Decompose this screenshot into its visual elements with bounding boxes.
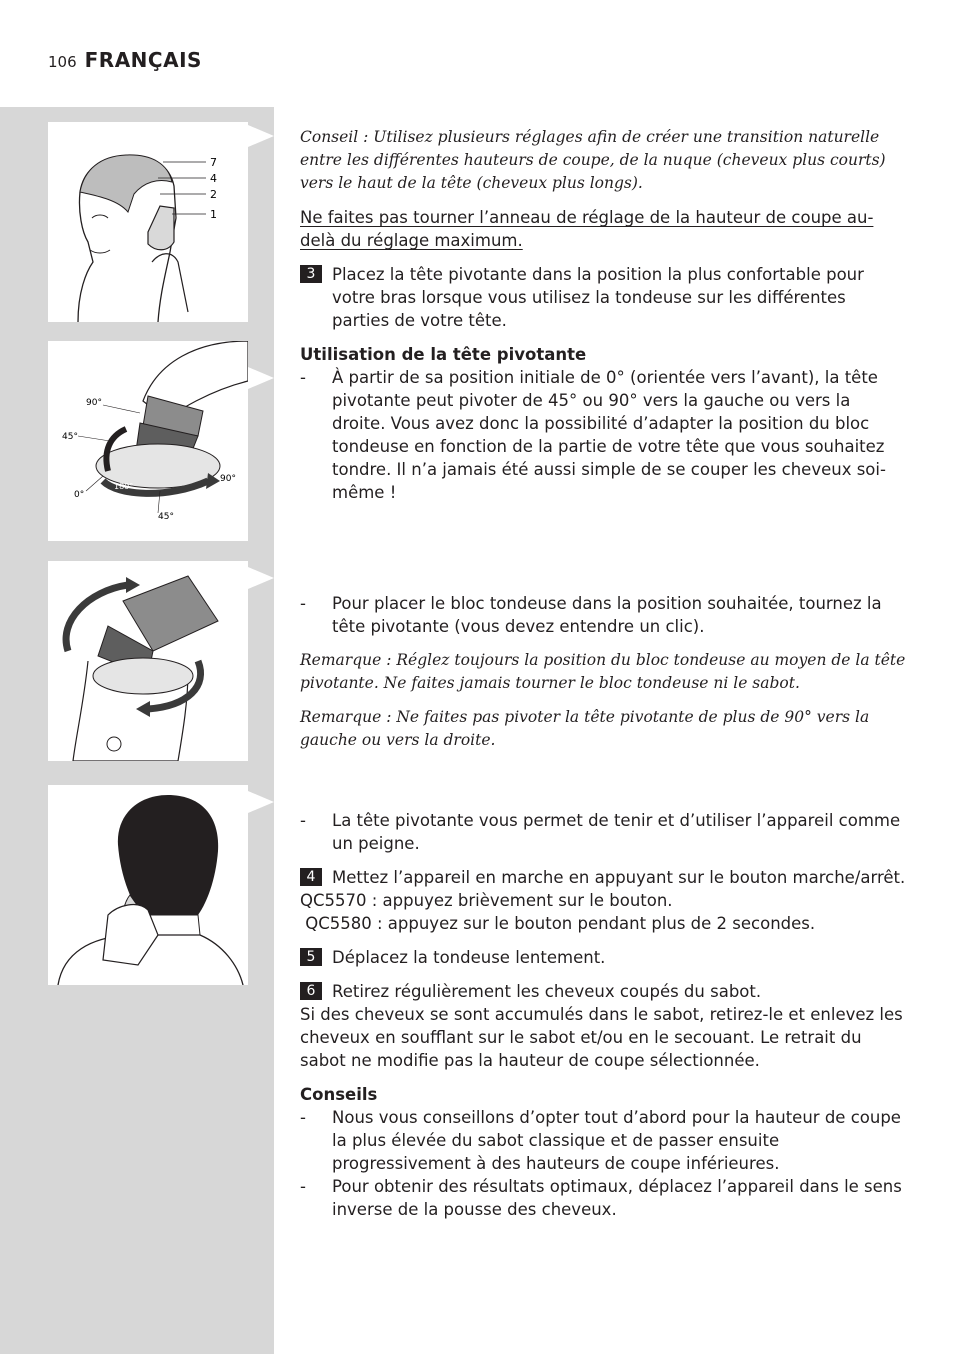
page-number: 106 <box>48 53 77 71</box>
bullet-text: Pour placer le bloc tondeuse dans la position souhaitée, tournez la tête pivotante (vous devez entendre un clic). <box>332 594 882 636</box>
step-4-qc5570: QC5570 : appuyez brièvement sur le bouton. <box>300 891 673 910</box>
head-profile-illustration <box>48 122 248 322</box>
step-number: 5 <box>300 948 322 966</box>
angle-label-45-bottom: 45° <box>158 512 174 522</box>
step-5 <box>300 946 908 969</box>
bullet-dash: - <box>300 811 306 830</box>
angle-label-45-left: 45° <box>62 432 78 442</box>
swivel-head-illustration <box>48 341 248 541</box>
bullet-dash: - <box>300 1108 306 1127</box>
bullet-dash: - <box>300 594 306 613</box>
bullet-dash: - <box>300 368 306 387</box>
angle-label-90-left: 90° <box>86 398 102 408</box>
figure-comb-use <box>48 785 248 985</box>
bullet-text: La tête pivotante vous permet de tenir et d’utiliser l’appareil comme un peigne. <box>332 811 901 853</box>
height-label-2: 2 <box>210 188 217 201</box>
section-language: FRANÇAIS <box>84 48 202 72</box>
warning-max-setting: Ne faites pas tourner l’anneau de réglage de la hauteur de coupe au-delà du réglage maximum. <box>300 208 874 250</box>
bullet-place-head <box>300 592 908 638</box>
height-label-1: 1 <box>210 208 217 221</box>
turn-head-illustration <box>48 561 248 761</box>
instructions-column <box>300 126 908 1221</box>
angle-label-180: 180° <box>114 482 134 491</box>
step-text: Retirez régulièrement les cheveux coupés du sabot. <box>332 982 762 1001</box>
tip-transition: Conseil : Utilisez plusieurs réglages afin de créer une transition naturelle entre les différentes hauteurs de coupe, de la nuque (cheveux plus courts) vers le haut de la tête (cheveux plus longs). <box>300 128 886 192</box>
figure-turn-head <box>48 561 248 761</box>
figure-cutting-heights <box>48 122 248 322</box>
remark-max-angle: Remarque : Ne faites pas pivoter la tête pivotante de plus de 90° vers la gauche ou vers la droite. <box>300 708 870 749</box>
step-6 <box>300 980 908 1003</box>
bullet-text: Nous vous conseillons d’opter tout d’abord pour la hauteur de coupe la plus élevée du sabot classique et de passer ensuite progressivement à des hauteurs de coupe inférieures. <box>332 1108 901 1173</box>
bullet-comb <box>300 809 908 855</box>
figure-rotation-angles <box>48 341 248 541</box>
step-text: Placez la tête pivotante dans la position la plus confortable pour votre bras lorsque vous utilisez la tondeuse sur les différentes parties de votre tête. <box>332 265 864 330</box>
bullet-tip-2 <box>300 1175 908 1221</box>
page-header <box>48 48 202 78</box>
step-3 <box>300 263 908 332</box>
bullet-text: À partir de sa position initiale de 0° (orientée vers l’avant), la tête pivotante peut pivoter de 45° ou 90° vers la gauche ou vers la droite. Vous avez donc la possibilité d’adapter la position du bloc tondeuse en fonction de la partie de votre tête que vous souhaitez tondre. Il n’a jamais été aussi simple de se couper les cheveux soi-même ! <box>332 368 886 502</box>
heading-swivel-head: Utilisation de la tête pivotante <box>300 345 587 364</box>
step-text: Mettez l’appareil en marche en appuyant sur le bouton marche/arrêt. <box>332 868 906 887</box>
angle-label-0: 0° <box>74 490 85 500</box>
figure-pointer <box>248 367 274 389</box>
step-4-qc5580: QC5580 : appuyez sur le bouton pendant plus de 2 secondes. <box>300 914 816 933</box>
figure-pointer <box>248 125 274 147</box>
step-6-body: Si des cheveux se sont accumulés dans le sabot, retirez-le et enlevez les cheveux en soufflant sur le sabot et/ou en le secouant. Le retrait du sabot ne modifie pas la hauteur de coupe sélectionnée. <box>300 1005 903 1070</box>
height-label-7: 7 <box>210 156 217 169</box>
bullet-swivel-range <box>300 366 908 504</box>
bullet-dash: - <box>300 1177 306 1196</box>
step-number: 4 <box>300 868 322 886</box>
figure-pointer <box>248 567 274 589</box>
step-4 <box>300 866 908 889</box>
remark-adjust: Remarque : Réglez toujours la position du bloc tondeuse au moyen de la tête pivotante. Ne faites jamais tourner le bloc tondeuse ni le sabot. <box>300 651 906 692</box>
bullet-text: Pour obtenir des résultats optimaux, déplacez l’appareil dans le sens inverse de la pousse des cheveux. <box>332 1177 902 1219</box>
back-head-illustration <box>48 785 248 985</box>
height-label-4: 4 <box>210 172 217 185</box>
step-text: Déplacez la tondeuse lentement. <box>332 948 606 967</box>
angle-label-90-right: 90° <box>220 474 236 484</box>
step-number: 3 <box>300 265 322 283</box>
figure-pointer <box>248 791 274 813</box>
step-number: 6 <box>300 982 322 1000</box>
heading-tips: Conseils <box>300 1085 378 1104</box>
bullet-tip-1 <box>300 1106 908 1175</box>
